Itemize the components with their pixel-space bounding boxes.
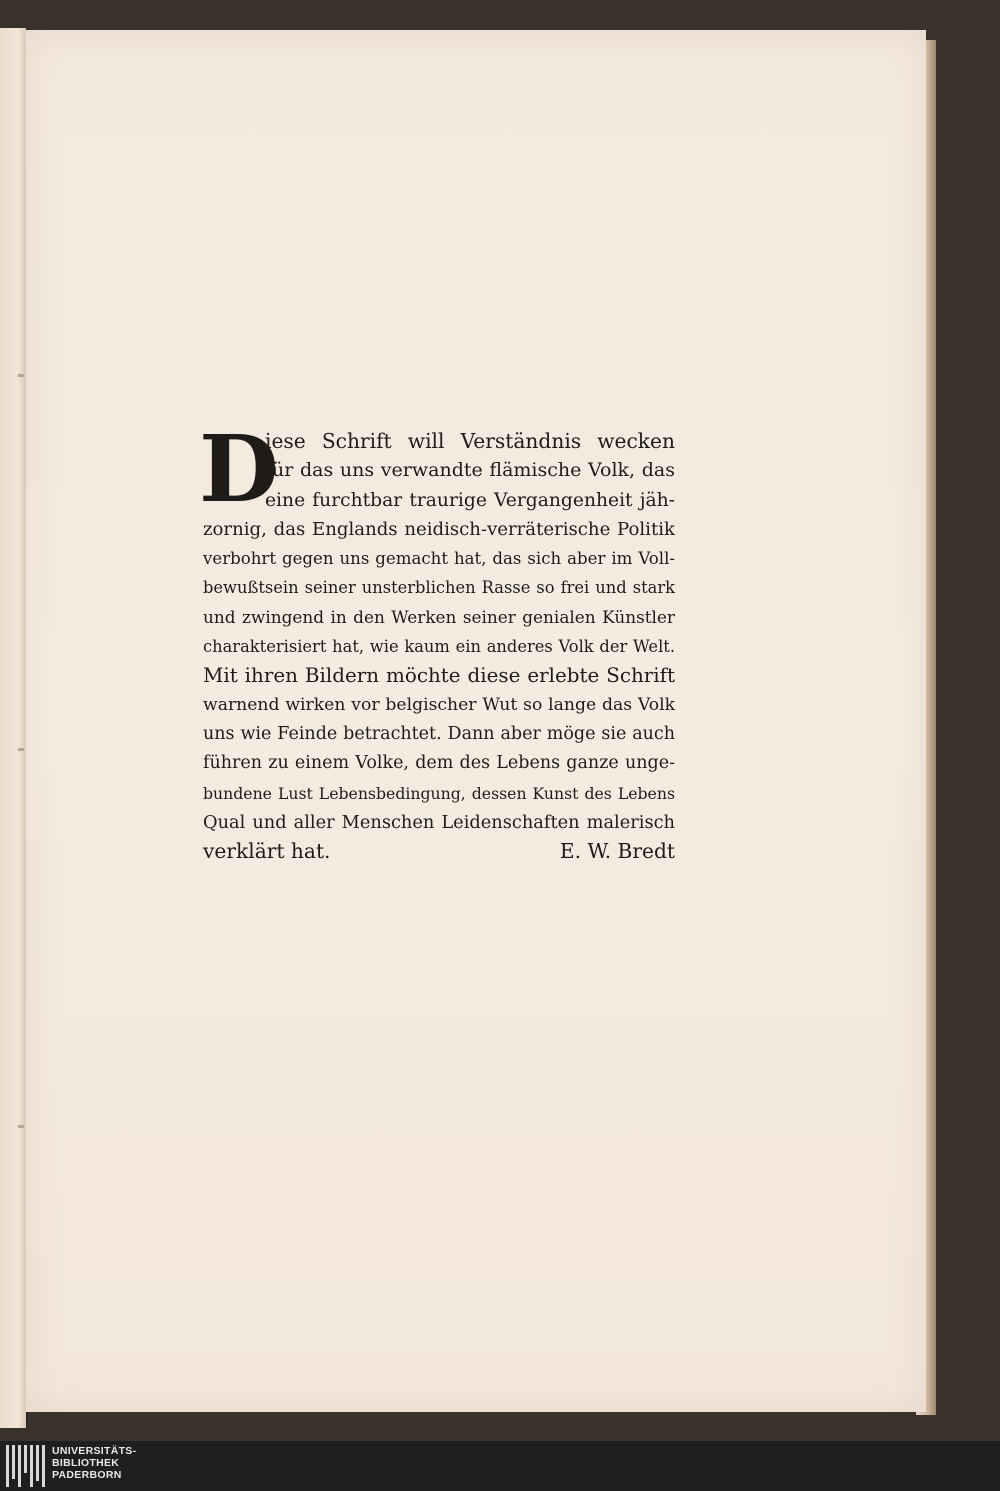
author-signature: E. W. Bredt bbox=[559, 839, 675, 864]
closing-line bbox=[203, 837, 675, 866]
closing-text: verklärt hat. bbox=[203, 839, 331, 864]
body-text bbox=[199, 415, 675, 866]
text-line: eine furchtbar traurige Vergangenheit jäh- bbox=[265, 489, 675, 511]
drop-cap: D bbox=[199, 415, 279, 523]
library-footer bbox=[0, 1441, 1000, 1491]
text-line: Mit ihren Bildern möchte diese erlebte Schrift bbox=[203, 664, 675, 688]
text-line: zornig, das Englands neidisch-verräterische Politik bbox=[203, 518, 675, 540]
left-page-edge bbox=[0, 28, 26, 1428]
binding-stitch bbox=[18, 748, 24, 751]
text-line: uns wie Feinde betrachtet. Dann aber möge sie auch bbox=[203, 723, 675, 744]
text-line: warnend wirken vor belgischer Wut so lange das Volk bbox=[203, 694, 675, 715]
binding-stitch bbox=[18, 374, 24, 377]
text-line: verbohrt gegen uns gemacht hat, das sich aber im Voll- bbox=[203, 549, 675, 569]
text-line: und zwingend in den Werken seiner genialen Künstler bbox=[203, 606, 675, 627]
logo-line: BIBLIOTHEK bbox=[52, 1457, 120, 1469]
text-line: charakterisiert hat, wie kaum ein anderes Volk der Welt. bbox=[203, 637, 675, 657]
text-line: bewußtsein seiner unsterblichen Rasse so frei und stark bbox=[203, 578, 675, 598]
binding-stitch bbox=[18, 1125, 24, 1128]
text-line: für das uns verwandte flämische Volk, das bbox=[265, 459, 675, 482]
library-logo-text bbox=[52, 1445, 136, 1481]
logo-line: PADERBORN bbox=[52, 1469, 122, 1481]
library-logo-icon bbox=[6, 1445, 46, 1487]
text-line: iese Schrift will Verständnis wecken bbox=[265, 429, 675, 453]
text-line: führen zu einem Volke, dem des Lebens ganze unge- bbox=[203, 753, 675, 774]
text-line: Qual und aller Menschen Leidenschaften malerisch bbox=[203, 811, 675, 833]
text-line: bundene Lust Lebensbedingung, dessen Kunst des Lebens bbox=[203, 783, 675, 803]
logo-line: UNIVERSITÄTS- bbox=[52, 1445, 137, 1457]
